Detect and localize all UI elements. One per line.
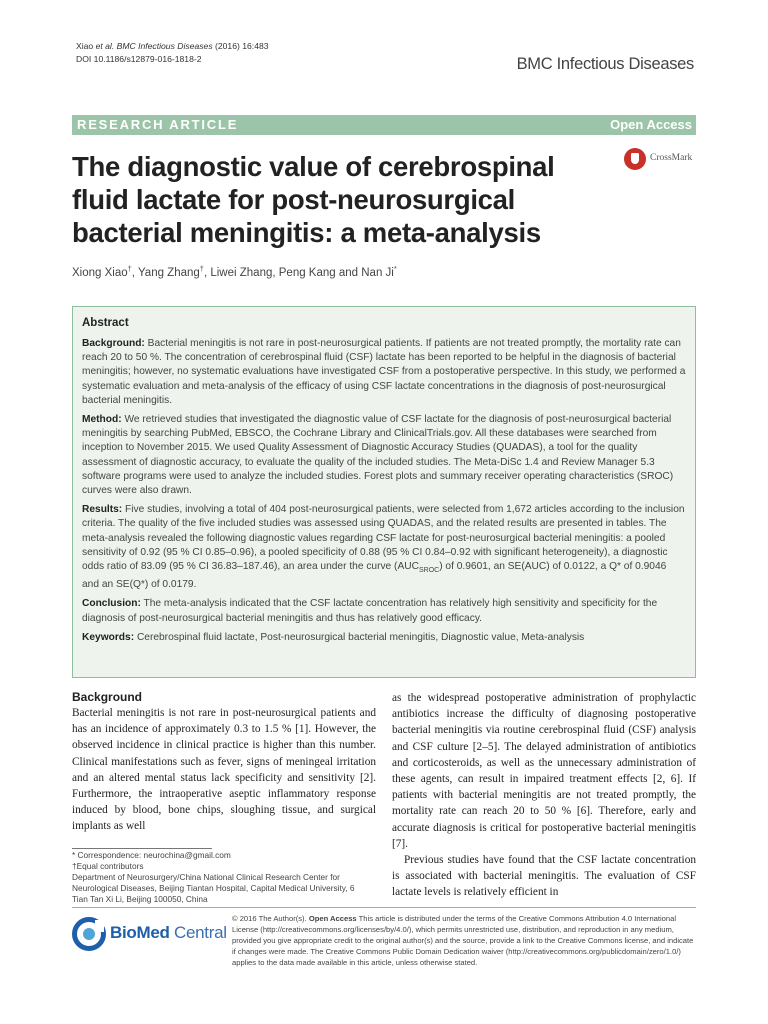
auc-subscript: SROC	[418, 567, 440, 575]
section-text: ) of 0.9601, an SE(AUC) of 0.0122, a Q* of 0.9046 and an SE(Q*) of 0.0179.	[82, 561, 667, 591]
abstract-keywords	[82, 631, 686, 645]
citation-volume: (2016) 16:483	[215, 41, 269, 51]
keywords-text: Cerebrospinal fluid lactate, Post-neurosurgical bacterial meningitis, Diagnostic value, Meta-analysis	[136, 631, 585, 643]
citation-header	[76, 40, 269, 66]
section-text: We retrieved studies that investigated the diagnostic value of CSF lactate for the diagnosis of post-neurosurgical bacterial meningitis by searching PubMed, EBSCO, the Cochrane Library and ClinicalTrials.gov. All these databases were searched from inception to November 2015. We used Quality Assessment of Diagnostic Accuracy Studies (QUADAS), a tool for the quality assessment of diagnostic accuracy, to evaluate the quality of the included studies. The Meta-DiSc 1.4 and Review Manager 5.3 software programs were used to analyze the included studies. Forest plots and summary receiver operating characteristics (SROC) curves were also drawn.	[82, 414, 674, 497]
author-mark: †	[199, 264, 204, 273]
section-heading: Background	[72, 690, 143, 704]
body-paragraph: Previous studies have found that the CSF lactate concentration is associated with bacterial meningitis. The evaluation of CSF lactate levels is relatively efficient in	[392, 854, 696, 899]
license-text: This article is distributed under the terms of the Creative Commons Attribution 4.0 International License (http://creativecommons.org/licenses/by/4.0/), which permits unrestricted use, distribution, and reproduction in any medium, provided you give appropriate credit to the original author(s) and the source, provide a link to the Creative Commons license, and indicate if changes were made. The Creative Commons Public Domain Dedication waiver (http://creativecommons.org/publicdomain/zero/1.0/) applies to the data made available in this article, unless otherwise stated.	[232, 914, 694, 967]
publisher-name	[110, 923, 227, 943]
body-column-right	[392, 690, 696, 901]
footnote-divider	[72, 848, 212, 849]
abstract-box	[72, 306, 696, 678]
footnotes	[72, 850, 372, 905]
body-column-left	[72, 690, 376, 835]
author-mark: †	[127, 264, 132, 273]
doi: DOI 10.1186/s12879-016-1818-2	[76, 54, 202, 64]
section-text: Five studies, involving a total of 404 post-neurosurgical patients, were selected from 1,672 articles according to the inclusion criteria. The quality of the five included studies was assessed using QUADAS, and the related results are presented in tables. The meta-analysis revealed the following diagnostic values regarding CSF lactate for post-neurosurgical bacterial meningitis: a pooled sensitivity of 0.92 (95 % CI 0.85–0.96), a pooled specificity of 0.88 (95 % CI 0.84–0.92 with significant heterogeneity), a diagnostic odds ratio of 83.09 (95 % CI 36.83–187.46), an area under the curve (AUC	[82, 504, 685, 573]
crossmark-label: CrossMark	[650, 153, 693, 163]
section-label: Results:	[82, 504, 123, 516]
footer-divider	[72, 907, 696, 908]
abstract-background	[82, 337, 686, 408]
section-label: Keywords:	[82, 631, 135, 643]
section-label: Method:	[82, 414, 122, 426]
equal-contributors-note: †Equal contributors	[72, 861, 144, 871]
correspondence-note[interactable]: * Correspondence: neurochina@gmail.com	[72, 850, 231, 860]
abstract-method	[82, 413, 686, 498]
citation-journal: et al. BMC Infectious Diseases	[95, 41, 213, 51]
copyright-text: © 2016 The Author(s).	[232, 914, 307, 923]
affiliation-note: Department of Neurosurgery/China National Clinical Research Center for Neurological Diseases, Beijing Tiantan Hospital, Capital Medical University, 6 Tian Tan Xi Li, Beijing 100050, China	[72, 872, 355, 904]
abstract-conclusion	[82, 597, 686, 625]
biomed-central-logo	[72, 915, 227, 953]
crossmark-icon	[624, 148, 646, 170]
corresponding-mark: *	[393, 264, 397, 273]
author-name[interactable]: Yang Zhang	[137, 266, 200, 279]
journal-brand: BMC Infectious Diseases	[516, 55, 694, 73]
license-statement	[232, 913, 698, 968]
section-text: Bacterial meningitis is not rare in post-neurosurgical patients. If patients are not treated promptly, the mortality rate can reach 20 to 50 %. The concentration of cerebrospinal fluid (CSF) lactate has been reported to be helpful in the diagnosis of bacterial meningitis; however, no systematic evaluations have investigated CSF from a postoperative perspective. In this study, we performed a systematic evaluation and meta-analysis of the efficacy of using CSF lactate concentrations in the diagnosis of post-neurosurgical bacterial meningitis.	[82, 338, 686, 406]
article-title: The diagnostic value of cerebrospinal fluid lactate for post-neurosurgical bacterial meningitis: a meta-analysis	[72, 151, 555, 248]
body-paragraph: Bacterial meningitis is not rare in post-neurosurgical patients and has an incidence of approximately 0.3 to 1.5 % [1]. However, the observed incidence in clinical practice is higher than this number. Clinical manifestations such as fever, signs of meningeal irritation and an altered mental status lack specificity and sensitivity [2]. Furthermore, the intraoperative aseptic inflammatory response induced by blood, bone chips, sloughing tissue, and surgical implants as well	[72, 707, 376, 833]
article-type-label: RESEARCH ARTICLE	[77, 117, 239, 132]
section-label: Background:	[82, 338, 145, 349]
crossmark-link[interactable]	[624, 148, 704, 172]
author-names-rest: Liwei Zhang, Peng Kang and Nan Ji	[210, 266, 394, 279]
section-text: The meta-analysis indicated that the CSF lactate concentration has relatively high sensitivity and specificity for the diagnosis of post-neurosurgical bacterial meningitis and thus has relatively good efficacy.	[82, 598, 658, 624]
publisher-name-bold: BioMed	[110, 923, 170, 942]
citation-authors: Xiao	[76, 41, 94, 51]
body-paragraph: as the widespread postoperative administration of prophylactic antibiotics increase the difficulty of diagnosing postoperative bacterial meningitis via routine cerebrospinal fluid (CSF) analysis and CSF culture [2–5]. The delayed administration of antibiotics and corticosteroids, as well as the unnecessary administration of these agents, can result in impaired treatment effects [2, 6]. If patients with bacterial meningitis are not treated promptly, the mortality rate can reach 20 to 50 % [6]. Therefore, early and accurate diagnosis is critical for postoperative bacterial meningitis [7].	[392, 692, 696, 850]
section-label: Conclusion:	[82, 598, 141, 610]
publisher-name-rest: Central	[169, 923, 227, 942]
article-type-banner	[72, 115, 696, 135]
abstract-results	[82, 503, 686, 592]
abstract-heading: Abstract	[82, 317, 129, 329]
open-access-label: Open Access	[610, 117, 692, 132]
author-name[interactable]: Xiong Xiao	[72, 266, 128, 279]
open-access-text: Open Access	[308, 914, 357, 923]
citation-line	[76, 40, 269, 53]
author-list: Xiong Xiao†, Yang Zhang†, Liwei Zhang, Peng Kang and Nan Ji*	[72, 264, 397, 279]
biomed-central-logo-icon	[72, 917, 106, 951]
